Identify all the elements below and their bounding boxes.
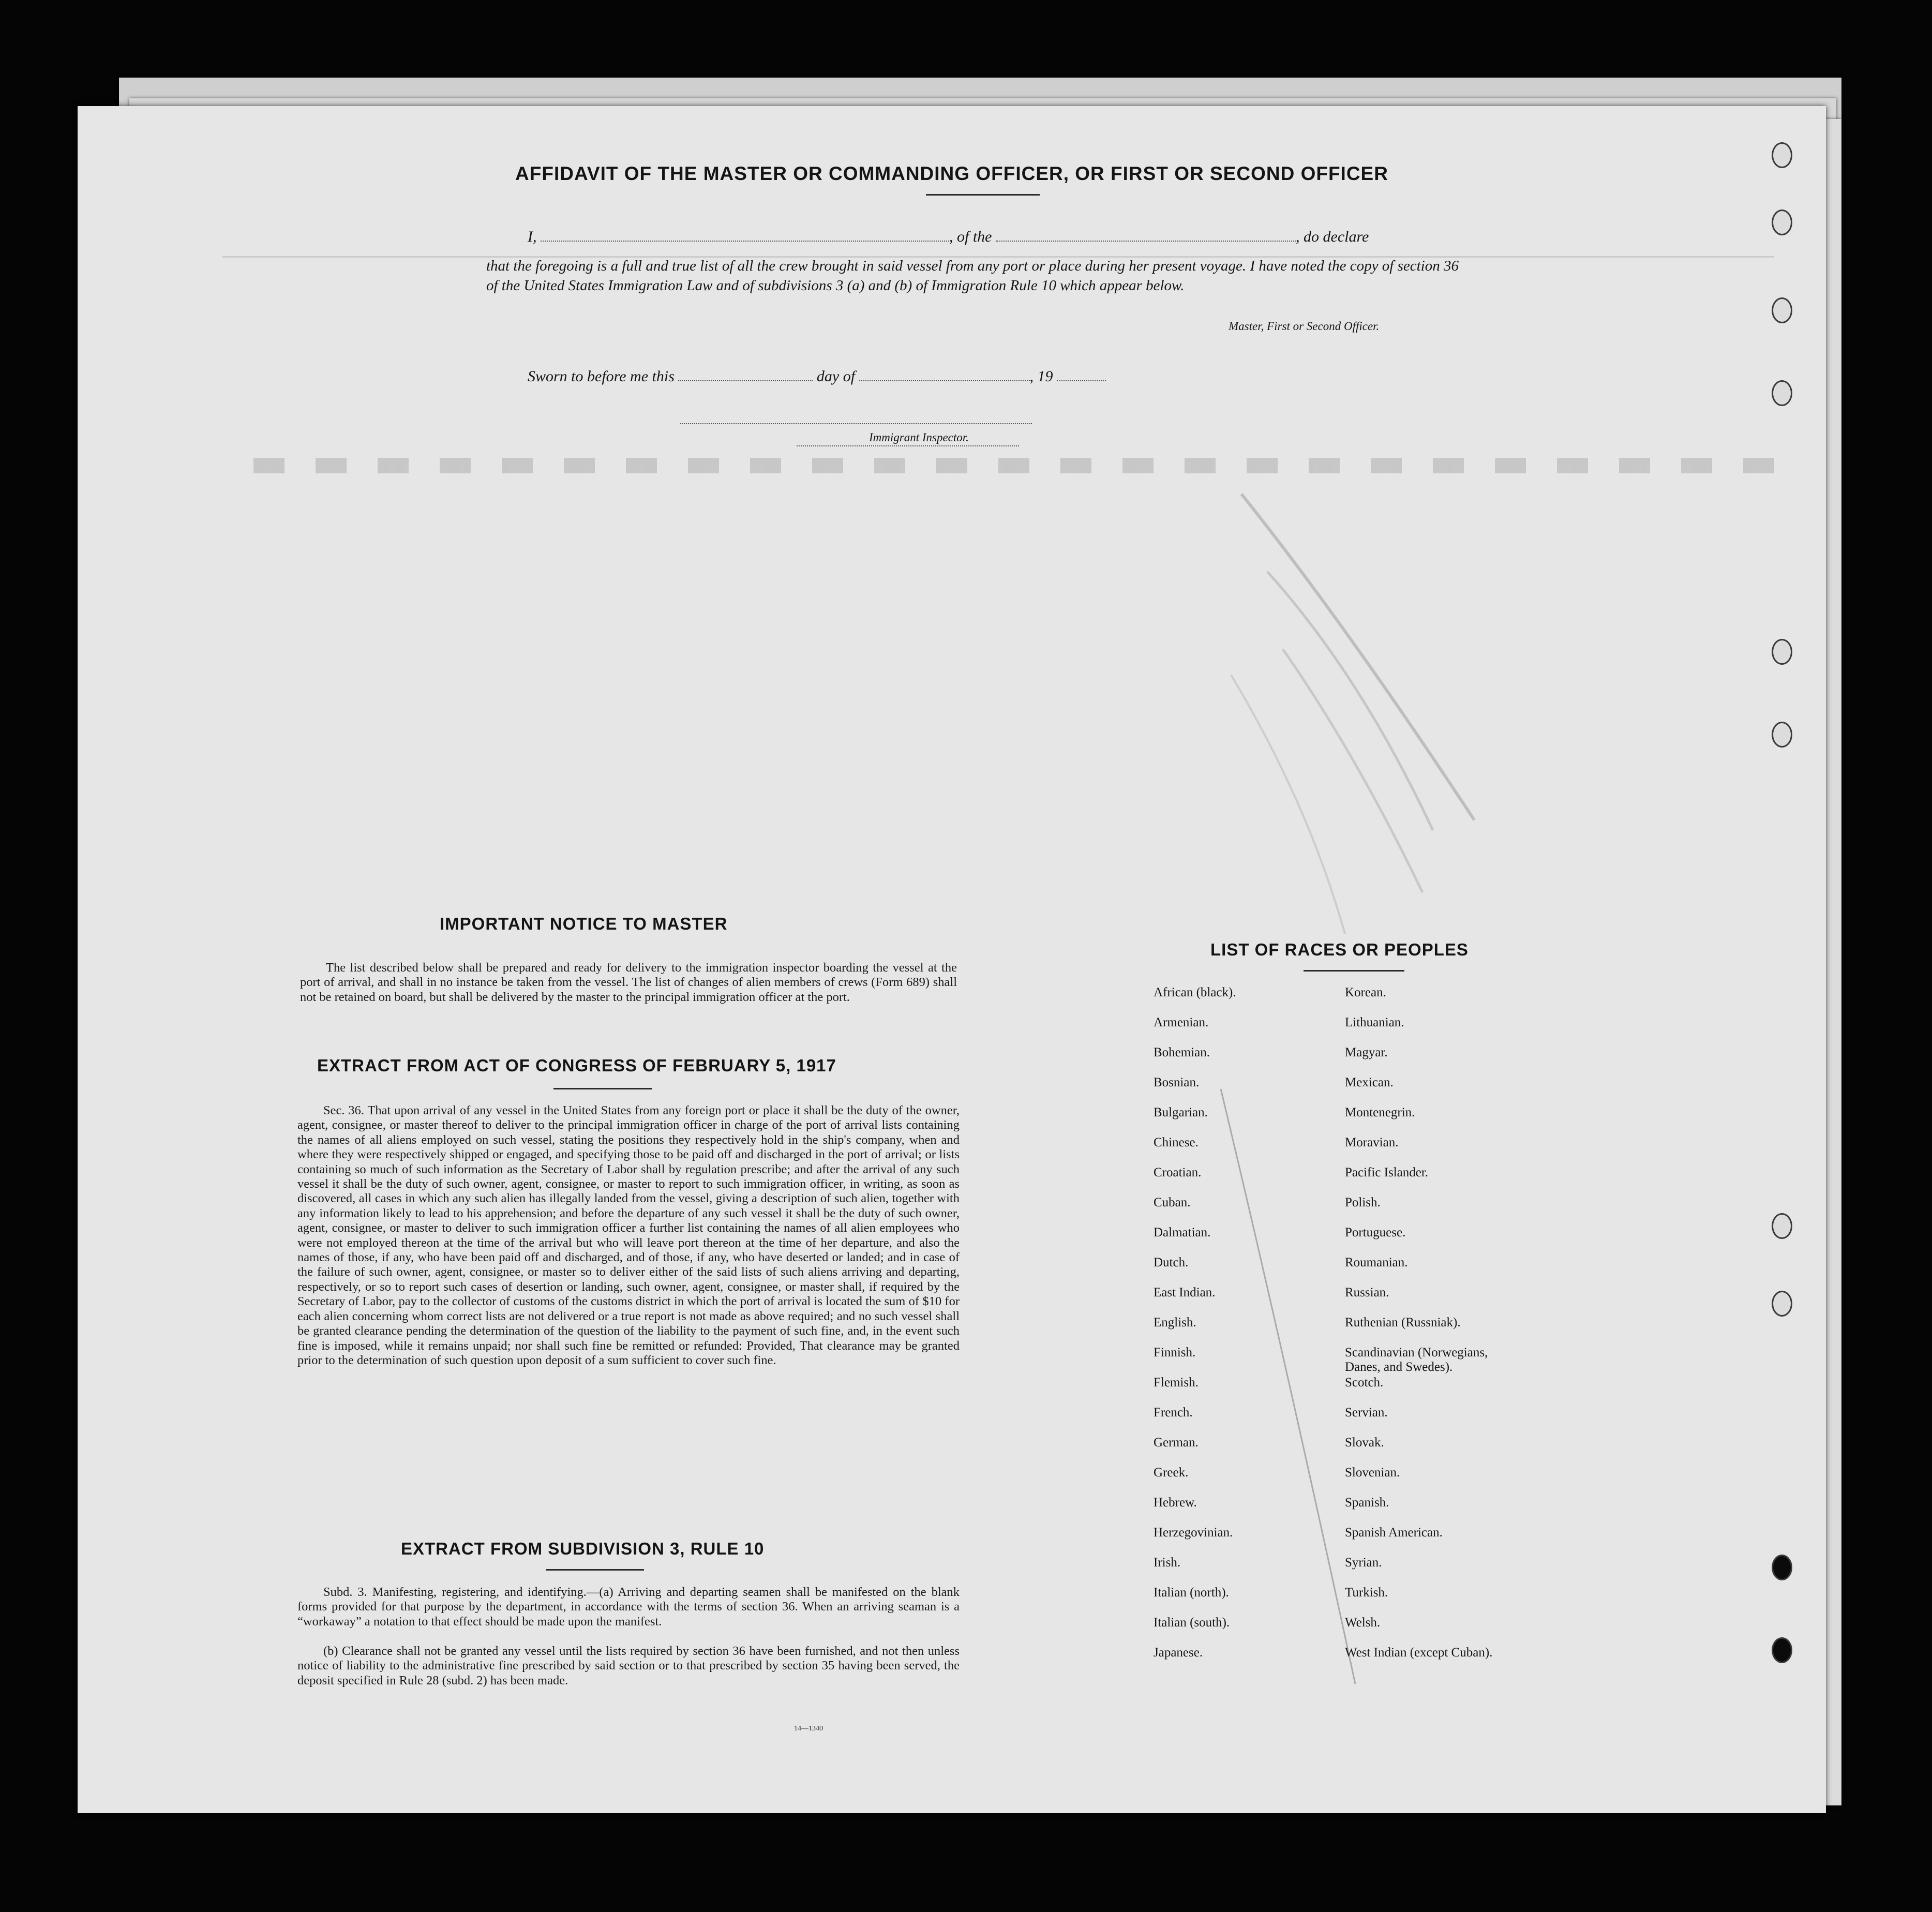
binder-hole <box>1772 210 1792 235</box>
list-item: Flemish. <box>1154 1376 1199 1390</box>
list-item: Hebrew. <box>1154 1496 1197 1510</box>
list-item: African (black). <box>1154 985 1236 999</box>
pencil-stroke <box>1231 675 1345 934</box>
list-item: Pacific Islander. <box>1345 1166 1429 1179</box>
races-heading: LIST OF RACES OR PEOPLES <box>1210 940 1469 959</box>
binder-hole <box>1772 1291 1792 1317</box>
list-item: Scandinavian (Norwegians, Danes, and Swedes). <box>1345 1346 1488 1374</box>
act-text: Sec. 36. That upon arrival of any vessel in the United States from any foreign port or place it shall be the duty of the owner, agent, consignee, or master thereof to deliver to the principal immigration officer in charge of the port of arrival lists containing the names of all aliens employed on such vessel, stating the positions they respectively hold in the ship's company, when and where they were respectively shipped or engaged, and specifying those to be paid off and discharged in the port of arrival; or lists containing so much of such information as the Secretary of Labor shall by regulation prescribe; and after the arrival of any such vessel it shall be the duty of such owner, agent, consignee, or master to report to such immigration officer, in writing, as soon as discovered, all cases in which any such alien has illegally landed from the vessel, giving a description of such alien, together with any information likely to lead to his apprehension; and before the departure of any such vessel it shall be the duty of such owner, agent, consignee, or master to deliver to such immigration officer a further list containing the names of all alien employees who were not employed thereon at the time of the arrival but who will leave port thereon at the time of her departure, and also the names of those, if any, who have been paid off and discharged, and of those, if any, who have deserted or landed; and in case of the failure of such owner, agent, consignee, or master so to deliver either of the said lists of such aliens arriving and departing, respectively, or so to report such cases of desertion or landing, such owner, agent, consignee, or master shall, if required by the Secretary of Labor, pay to the collector of customs of the customs district in which the port of arrival is located the sum of $10 for each alien concerning whom correct lists are not delivered or a true report is not made as above required; and no such vessel shall be granted clearance pending the determination of the question of the liability to the payment of such fine, and, in the event such fine is imposed, while it remains unpaid; nor shall such fine be remitted or refunded: Provided, That clearance may be granted prior to the determination of such question upon deposit of a sum sufficient to cover such fine. <box>297 1103 960 1367</box>
list-item: Japanese. <box>1154 1646 1203 1660</box>
binder-hole <box>1772 639 1792 665</box>
list-item: English. <box>1154 1316 1196 1330</box>
pencil-marks <box>78 106 1826 1813</box>
i-label: I, <box>528 228 537 245</box>
list-item: Bulgarian. <box>1154 1106 1208 1119</box>
list-item: Bosnian. <box>1154 1076 1200 1089</box>
list-item: Roumanian. <box>1345 1256 1408 1269</box>
notice-text: The list described below shall be prepared and ready for delivery to the immigration inspector boarding the vessel at the port of arrival, and shall in no instance be taken from the vessel. The list of changes of alien members of crews (Form 689) shall not be retained on board, but shall be delivered by the master to the principal immigration officer at the port. <box>300 961 957 1004</box>
list-item: Greek. <box>1154 1466 1189 1480</box>
list-item: Spanish. <box>1345 1496 1389 1510</box>
list-item: Montenegrin. <box>1345 1106 1415 1119</box>
binder-hole <box>1772 142 1792 168</box>
list-item: Croatian. <box>1154 1166 1202 1179</box>
master-caption: Master, First or Second Officer. <box>1229 320 1380 333</box>
list-item: Finnish. <box>1154 1346 1196 1360</box>
list-item: Ruthenian (Russniak). <box>1345 1316 1461 1330</box>
list-item: Portuguese. <box>1345 1226 1406 1239</box>
list-item: Irish. <box>1154 1556 1181 1570</box>
binder-hole <box>1772 297 1792 323</box>
rule-para-a: Subd. 3. Manifesting, registering, and identifying.—(a) Arriving and departing seamen shall be manifested on the blank forms provided for that purpose by the department, in accordance with the terms of section 36. When an arriving seaman is a “workaway” a notation to that effect should be made upon the manifest. <box>297 1585 960 1629</box>
list-item: Armenian. <box>1154 1015 1209 1029</box>
act-heading: EXTRACT FROM ACT OF CONGRESS OF FEBRUARY 5, 1917 <box>317 1056 836 1075</box>
list-item: Lithuanian. <box>1345 1015 1404 1029</box>
list-item: French. <box>1154 1406 1193 1420</box>
list-item: Turkish. <box>1345 1586 1388 1600</box>
list-item: Italian (north). <box>1154 1586 1229 1600</box>
affidavit-heading: AFFIDAVIT OF THE MASTER OR COMMANDING OFFICER, OR FIRST OR SECOND OFFICER <box>515 163 1388 184</box>
list-item: Spanish American. <box>1345 1526 1443 1540</box>
do-declare-label: , do declare <box>1296 228 1369 245</box>
pencil-stroke <box>1221 1089 1355 1684</box>
affidavit-body: that the foregoing is a full and true list of all the crew brought in said vessel from any port or place during her present voyage. I have noted the copy of section 36 of the United States Immigration Law and of subdivisions 3 (a) and (b) of Immigration Rule 10 which appear below. <box>486 258 1459 294</box>
list-item: Bohemian. <box>1154 1045 1210 1059</box>
list-item: Dutch. <box>1154 1256 1189 1269</box>
list-item: West Indian (except Cuban). <box>1345 1646 1493 1660</box>
sworn-label: Sworn to before me this <box>528 368 675 385</box>
list-item: Scotch. <box>1345 1376 1384 1390</box>
list-item: Cuban. <box>1154 1196 1191 1209</box>
list-item: Magyar. <box>1345 1045 1388 1059</box>
year-label: , 19 <box>1029 368 1053 385</box>
binder-hole <box>1772 1213 1792 1239</box>
inspector-caption: Immigrant Inspector. <box>869 431 969 444</box>
list-item: Slovak. <box>1345 1436 1384 1450</box>
binder-hole <box>1772 380 1792 406</box>
list-item: Welsh. <box>1345 1616 1381 1630</box>
list-item: Korean. <box>1345 985 1386 999</box>
list-item: Italian (south). <box>1154 1616 1230 1630</box>
rule-para-b: (b) Clearance shall not be granted any vessel until the lists required by section 36 have been furnished, and not then unless notice of liability to the administrative fine prescribed by said section or to that prescribed by section 35 having been served, the deposit specified in Rule 28 (subd. 2) has been made. <box>297 1644 960 1687</box>
binder-hole <box>1772 1637 1792 1663</box>
list-item: Servian. <box>1345 1406 1388 1420</box>
binder-hole <box>1772 722 1792 748</box>
list-item: Syrian. <box>1345 1556 1382 1570</box>
list-item: Russian. <box>1345 1286 1389 1299</box>
list-item: Chinese. <box>1154 1136 1199 1149</box>
form-number: 14—1340 <box>794 1725 823 1732</box>
list-item: Slovenian. <box>1345 1466 1400 1480</box>
list-item: Herzegovinian. <box>1154 1526 1233 1540</box>
list-item: Dalmatian. <box>1154 1226 1211 1239</box>
rule-heading: EXTRACT FROM SUBDIVISION 3, RULE 10 <box>401 1539 765 1558</box>
notice-heading: IMPORTANT NOTICE TO MASTER <box>440 914 728 933</box>
list-item: East Indian. <box>1154 1286 1216 1299</box>
of-the-label: , of the <box>949 228 992 245</box>
list-item: German. <box>1154 1436 1199 1450</box>
day-of-label: day of <box>816 368 856 385</box>
list-item: Moravian. <box>1345 1136 1399 1149</box>
binder-hole <box>1772 1555 1792 1580</box>
list-item: Mexican. <box>1345 1076 1394 1089</box>
manifest-page <box>78 106 1826 1813</box>
list-item: Polish. <box>1345 1196 1381 1209</box>
